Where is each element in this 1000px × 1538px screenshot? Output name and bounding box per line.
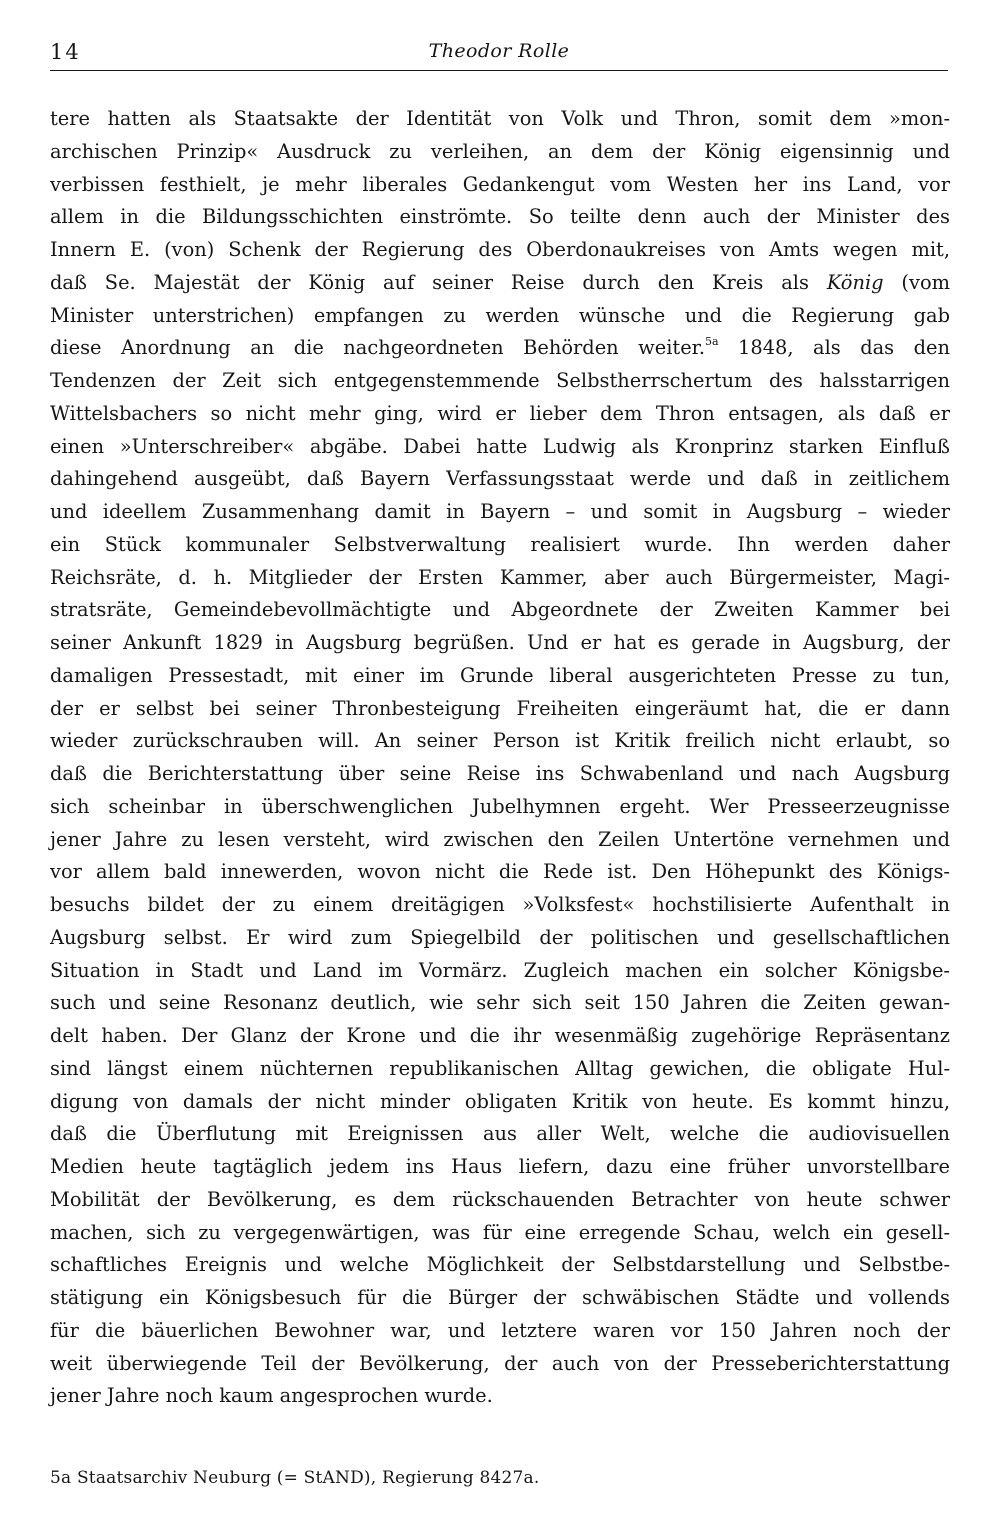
text-line-end: (vom xyxy=(883,270,950,294)
text-line: digung von damals der nicht minder obligaten Kritik von heute. Es kommt hinzu, xyxy=(50,1089,950,1113)
text-line xyxy=(50,267,950,300)
text-line: besuchs bildet der zu einem dreitägigen »Volksfest« hochstilisierte Aufenthalt in xyxy=(50,893,950,916)
text-line: daß die Berichterstattung über seine Reise ins Schwabenland und nach Augsburg xyxy=(50,762,950,785)
text-line: der er selbst bei seiner Thronbesteigung Freiheiten eingeräumt hat, die er dann xyxy=(50,696,950,720)
text-line-start: diese Anordnung an die nachgeordneten Behörden weiter. xyxy=(50,336,705,360)
text-line: vor allem bald innewerden, wovon nicht die Rede ist. Den Höhepunkt des Königs- xyxy=(50,860,950,884)
running-title: Theodor Rolle xyxy=(428,40,570,62)
text-line: ein Stück kommunaler Selbstverwaltung realisiert wurde. Ihn werden daher xyxy=(50,532,950,556)
text-line: für die bäuerlichen Bewohner war, und letztere waren vor 150 Jahren noch der xyxy=(50,1318,950,1342)
text-line: jener Jahre noch kaum angesprochen wurde. xyxy=(50,1384,493,1408)
text-line: Situation in Stadt und Land im Vormärz. Zugleich machen ein solcher Königsbe- xyxy=(50,958,950,982)
page-number: 14 xyxy=(50,40,81,64)
footnote-reference[interactable]: 5a xyxy=(704,335,719,349)
text-line: delt haben. Der Glanz der Krone und die ihr wesenmäßig zugehörige Repräsentanz xyxy=(50,1024,950,1047)
text-line: Tendenzen der Zeit sich entgegenstemmende Selbstherrschertum des halsstarrigen xyxy=(50,369,950,392)
text-line-start: daß Se. Majestät der König auf seiner Reise durch den Kreis als xyxy=(50,270,809,294)
running-head xyxy=(50,40,948,71)
text-line: wieder zurückschrauben will. An seiner Person ist Kritik freilich nicht erlaubt, so xyxy=(50,729,950,753)
text-line: einen »Unterschreiber« abgäbe. Dabei hatte Ludwig als Kronprinz starken Einfluß xyxy=(50,434,950,458)
text-line-end: 1848, als das den xyxy=(718,336,950,360)
text-line: Augsburg selbst. Er wird zum Spiegelbild der politischen und gesellschaftlichen xyxy=(50,925,950,949)
text-line: Minister unterstrichen) empfangen zu werden wünsche und die Regierung gab xyxy=(50,303,950,327)
text-line: stätigung ein Königsbesuch für die Bürger der schwäbischen Städte und vollends xyxy=(50,1286,950,1309)
text-line: such und seine Resonanz deutlich, wie sehr sich seit 150 Jahren die Zeiten gewan- xyxy=(50,991,950,1015)
text-line: Reichsräte, d. h. Mitglieder der Ersten Kammer, aber auch Bürgermeister, Magi- xyxy=(50,565,950,589)
text-line: Wittelsbachers so nicht mehr ging, wird er lieber dem Thron entsagen, als daß er xyxy=(50,401,950,425)
text-line: Mobilität der Bevölkerung, es dem rückschauenden Betrachter von heute schwer xyxy=(50,1187,950,1211)
text-line: archischen Prinzip« Ausdruck zu verleihen, an dem der König eigensinnig und xyxy=(50,139,950,163)
text-line: damaligen Pressestadt, mit einer im Grunde liberal ausgerichteten Presse zu tun, xyxy=(50,663,950,687)
text-line: sind längst einem nüchternen republikanischen Alltag gewichen, die obligate Hul- xyxy=(50,1056,950,1080)
text-line: stratsräte, Gemeindebevollmächtigte und Abgeordnete der Zweiten Kammer bei xyxy=(50,598,950,622)
text-line: Innern E. (von) Schenk der Regierung des Oberdonaukreises von Amts wegen mit, xyxy=(50,238,950,261)
text-line: tere hatten als Staatsakte der Identität von Volk und Thron, somit dem »mon- xyxy=(50,107,950,130)
text-line: weit überwiegende Teil der Bevölkerung, der auch von der Presseberichterstattung xyxy=(50,1351,950,1375)
text-line: dahingehend ausgeübt, daß Bayern Verfassungsstaat werde und daß in zeitlichem xyxy=(50,467,950,491)
text-line: jener Jahre zu lesen versteht, wird zwischen den Zeilen Untertöne vernehmen und xyxy=(50,827,950,851)
text-line: verbissen festhielt, je mehr liberales Gedankengut vom Westen her ins Land, vor xyxy=(50,172,950,196)
emphasized-word: König xyxy=(826,270,884,294)
text-line: schaftliches Ereignis und welche Möglichkeit der Selbstdarstellung und Selbstbe- xyxy=(50,1253,950,1277)
text-line: sich scheinbar in überschwenglichen Jubelhymnen ergeht. Wer Presseerzeugnisse xyxy=(50,794,950,818)
text-line: daß die Überflutung mit Ereignissen aus aller Welt, welche die audiovisuellen xyxy=(50,1122,950,1146)
text-line: und ideellem Zusammenhang damit in Bayern – und somit in Augsburg – wieder xyxy=(50,500,950,523)
text-line: machen, sich zu vergegenwärtigen, was für eine erregende Schau, welch ein gesell- xyxy=(50,1220,950,1244)
text-line: Medien heute tagtäglich jedem ins Haus liefern, dazu eine früher unvorstellbare xyxy=(50,1155,950,1178)
footnote: 5a Staatsarchiv Neuburg (= StAND), Regierung 8427a. xyxy=(50,1468,540,1488)
text-line: allem in die Bildungsschichten einströmte. So teilte denn auch der Minister des xyxy=(50,205,950,229)
text-line: seiner Ankunft 1829 in Augsburg begrüßen. Und er hat es gerade in Augsburg, der xyxy=(50,631,950,654)
body-text xyxy=(50,103,950,1413)
text-line xyxy=(50,332,950,365)
